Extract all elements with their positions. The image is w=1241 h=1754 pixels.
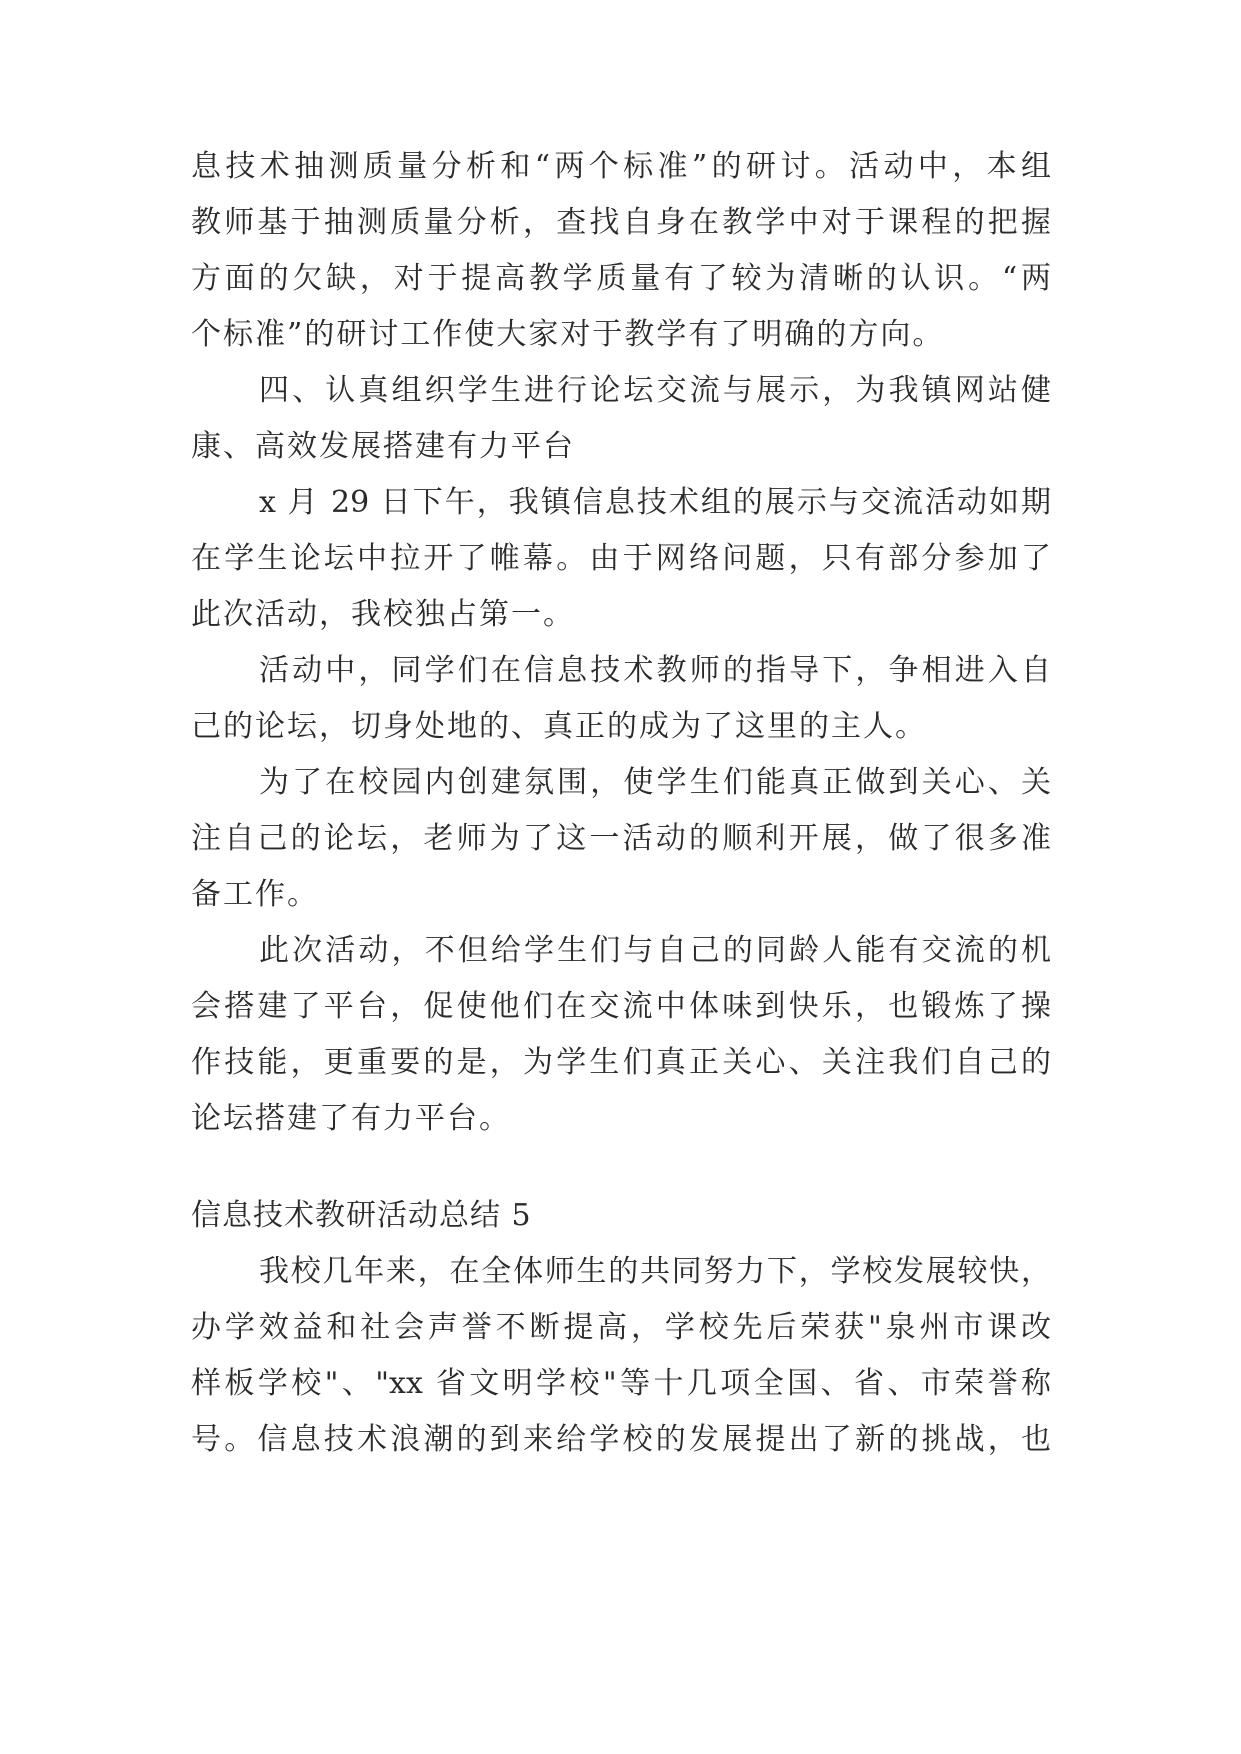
paragraph-line: 会搭建了平台，促使他们在交流中体味到快乐，也锻炼了操 <box>191 989 1051 1024</box>
paragraph-line: x 月 29 日下午，我镇信息技术组的展示与交流活动如期 <box>259 485 1051 520</box>
paragraph-line: 注自己的论坛，老师为了这一活动的顺利开展，做了很多准 <box>191 821 1051 856</box>
paragraph-line: 此次活动，我校独占第一。 <box>191 597 575 632</box>
paragraph-line: 论坛搭建了有力平台。 <box>191 1101 511 1136</box>
paragraph-line: 个标准”的研讨工作使大家对于教学有了明确的方向。 <box>191 317 945 352</box>
section-heading: 信息技术教研活动总结 5 <box>191 1198 532 1233</box>
paragraph-line: 在学生论坛中拉开了帷幕。由于网络问题，只有部分参加了 <box>191 541 1051 576</box>
paragraph-line: 办学效益和社会声誉不断提高，学校先后荣获"泉州市课改 <box>191 1310 1051 1345</box>
paragraph-line: 作技能，更重要的是，为学生们真正关心、关注我们自己的 <box>191 1045 1051 1080</box>
paragraph-line: 号。信息技术浪潮的到来给学校的发展提出了新的挑战，也 <box>191 1422 1051 1457</box>
paragraph-line: 活动中，同学们在信息技术教师的指导下，争相进入自 <box>259 653 1051 688</box>
paragraph-line: 教师基于抽测质量分析，查找自身在教学中对于课程的把握 <box>191 205 1051 240</box>
paragraph-line: 样板学校"、"xx 省文明学校"等十几项全国、省、市荣誉称 <box>191 1366 1051 1401</box>
paragraph-line: 四、认真组织学生进行论坛交流与展示，为我镇网站健 <box>259 373 1051 408</box>
paragraph-line: 息技术抽测质量分析和“两个标准”的研讨。活动中，本组 <box>191 149 1051 184</box>
paragraph-line: 我校几年来，在全体师生的共同努力下，学校发展较快， <box>259 1254 1051 1289</box>
paragraph-line: 此次活动，不但给学生们与自己的同龄人能有交流的机 <box>259 933 1051 968</box>
paragraph-line: 备工作。 <box>191 877 319 912</box>
paragraph-line: 为了在校园内创建氛围，使学生们能真正做到关心、关 <box>259 765 1051 800</box>
paragraph-line: 康、高效发展搭建有力平台 <box>191 429 575 464</box>
paragraph-line: 己的论坛，切身处地的、真正的成为了这里的主人。 <box>191 709 927 744</box>
paragraph-line: 方面的欠缺，对于提高教学质量有了较为清晰的认识。“两 <box>191 261 1051 296</box>
